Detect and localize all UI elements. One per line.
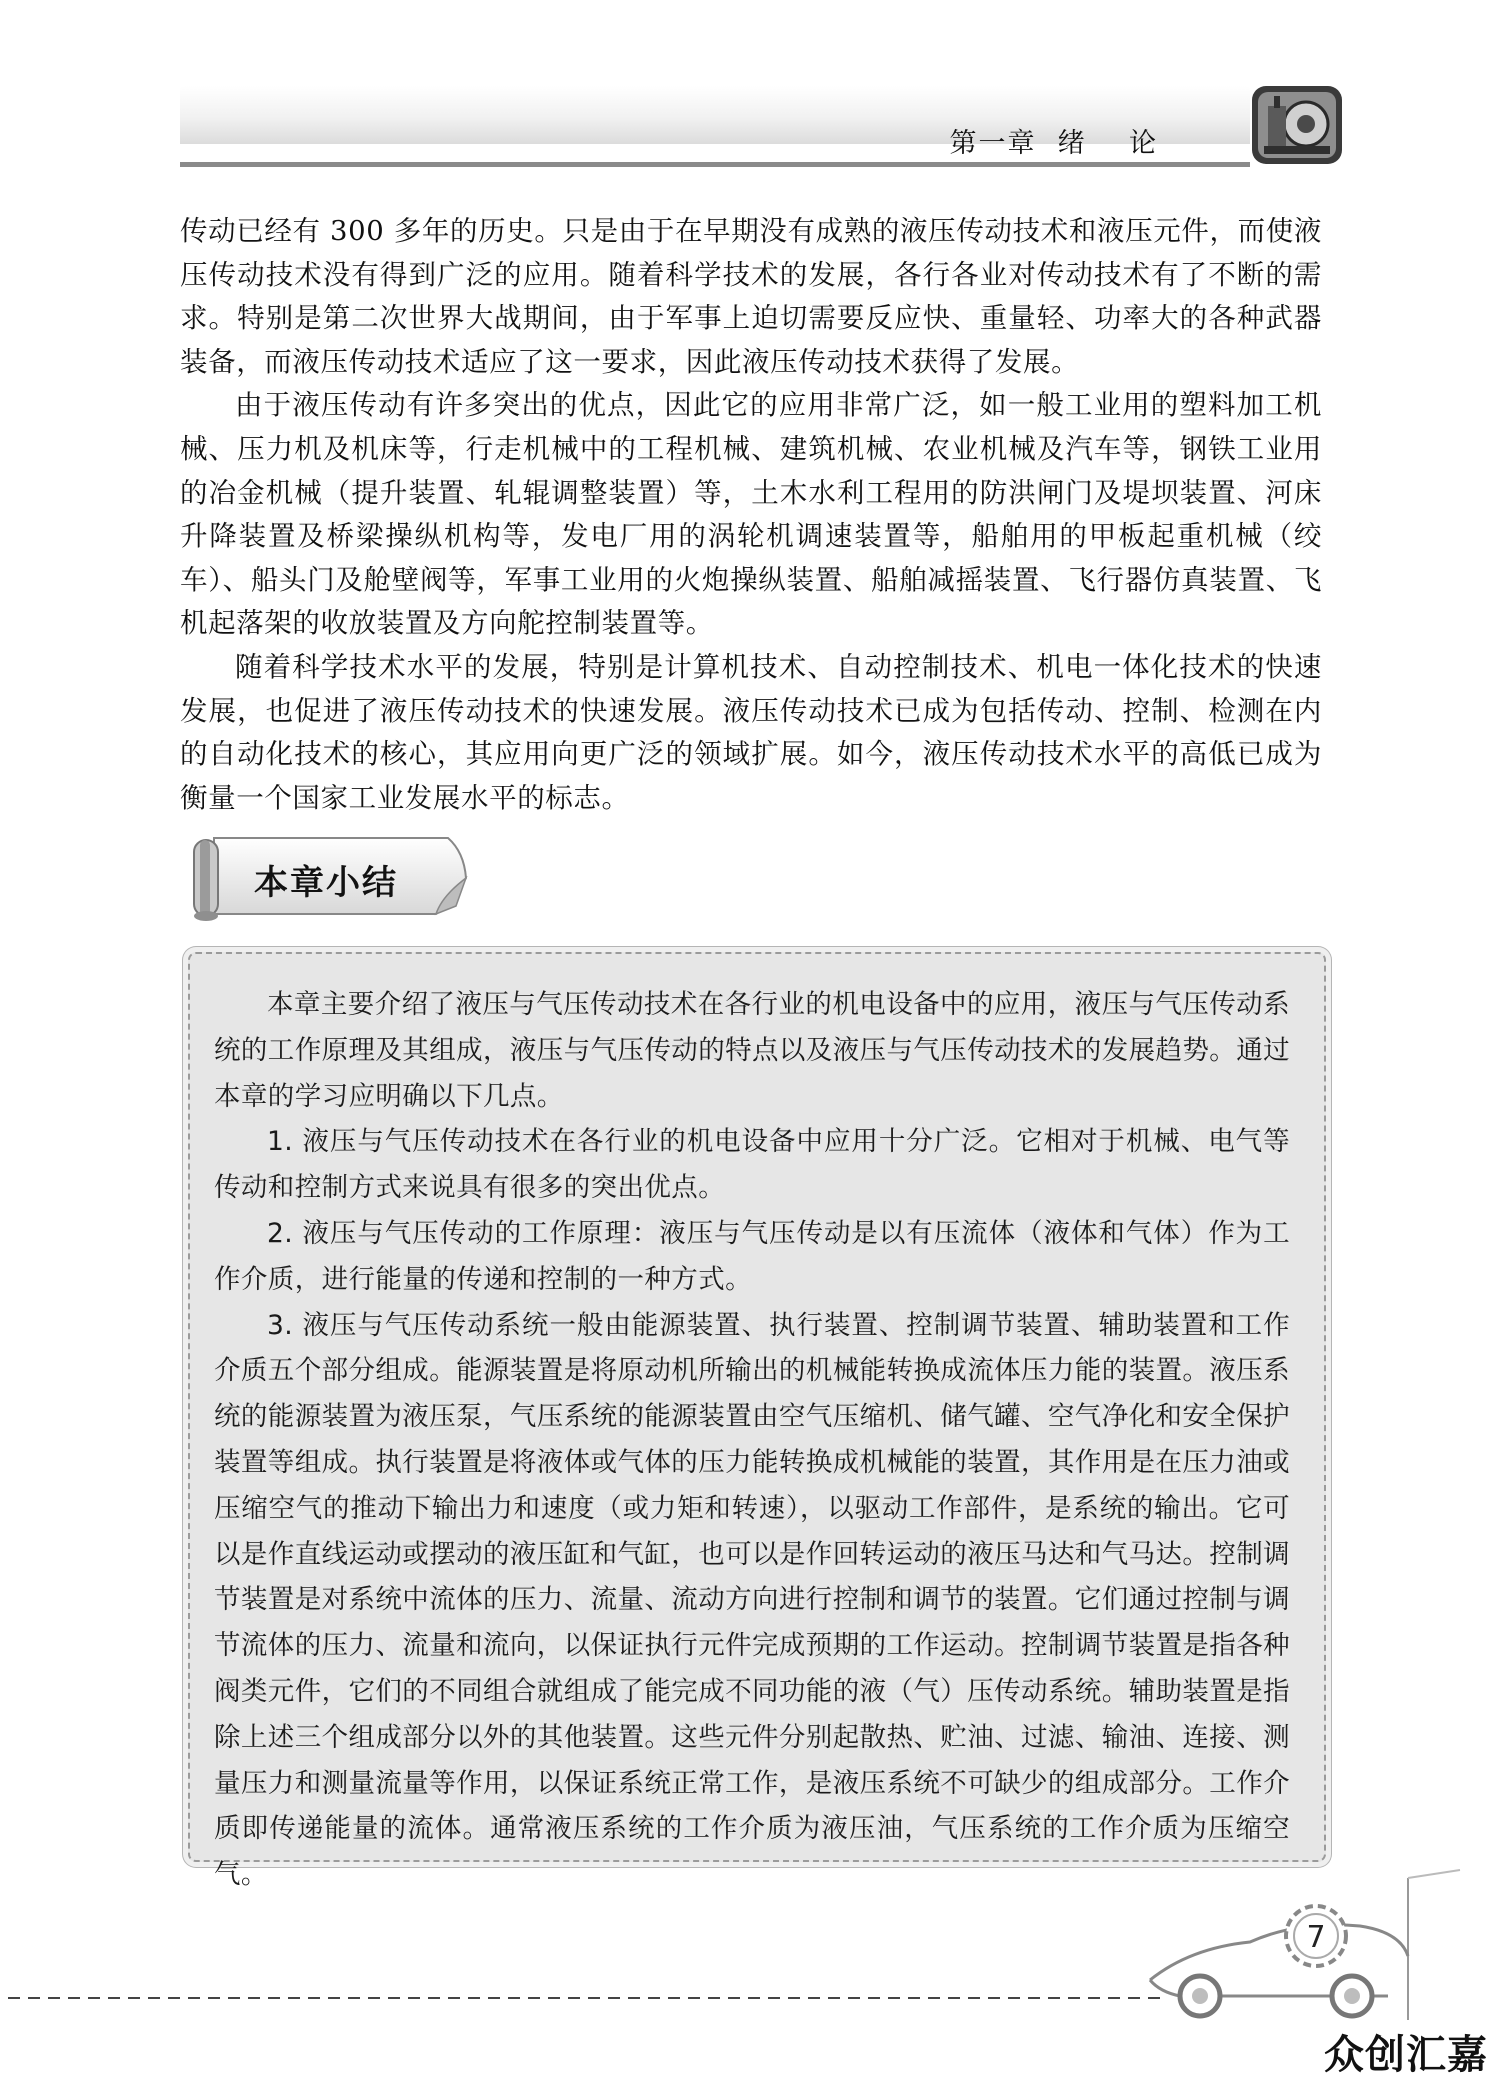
machine-emblem-icon [1248,78,1346,170]
body-paragraph-3: 随着科学技术水平的发展，特别是计算机技术、自动控制技术、机电一体化技术的快速发展，也促进了液压传动技术的快速发展。液压传动技术已成为包括传动、控制、检测在内的自动化技术的核心，其应用向更广泛的领域扩展。如今，液压传动技术水平的高低已成为衡量一个国家工业发展水平的标志。 [180,650,1322,814]
footer-car-decoration-icon [0,1860,1504,2094]
watermark-logo: 众创汇嘉 [1324,2032,1488,2078]
running-header [180,78,1330,170]
summary-heading: 本章小结 [254,863,398,903]
main-text [180,210,1322,820]
body-paragraph-1: 传动已经有 300 多年的历史。只是由于在早期没有成熟的液压传动技术和液压元件，而使液压传动技术没有得到广泛的应用。随着科学技术的发展，各行各业对传动技术有了不断的需求。特别是第二次世界大战期间，由于军事上迫切需要反应快、重量轻、功率大的各种武器装备，而液压传动技术适应了这一要求，因此液压传动技术获得了发展。 [180,215,1322,378]
header-rule [180,162,1250,167]
body-paragraph-2: 由于液压传动有许多突出的优点，因此它的应用非常广泛，如一般工业用的塑料加工机械、压力机及机床等，行走机械中的工程机械、建筑机械、农业机械及汽车等，钢铁工业用的冶金机械（提升装置、轧辊调整装置）等，土木水利工程用的防洪闸门及堤坝装置、河床升降装置及桥梁操纵机构等，发电厂用的涡轮机调速装置等，船舶用的甲板起重机械（绞车）、船头门及舱壁阀等，军事工业用的火炮操纵装置、船舶减摇装置、飞行器仿真装置、飞机起落架的收放装置及方向舵控制装置等。 [180,389,1322,640]
summary-point-1: 1. 液压与气压传动技术在各行业的机电设备中应用十分广泛。它相对于机械、电气等传动和控制方式来说具有很多的突出优点。 [214,1126,1290,1204]
summary-paragraph-intro: 本章主要介绍了液压与气压传动技术在各行业的机电设备中的应用，液压与气压传动系统的工作原理及其组成，液压与气压传动的特点以及液压与气压传动技术的发展趋势。通过本章的学习应明确以下几点。 [214,989,1290,1112]
summary-box [188,952,1326,1891]
page-number: 7 [1306,1920,1326,1955]
summary-point-3: 3. 液压与气压传动系统一般由能源装置、执行装置、控制调节装置、辅助装置和工作介质五个部分组成。能源装置是将原动机所输出的机械能转换成流体压力能的装置。液压系统的能源装置为液压泵，气压系统的能源装置由空气压缩机、储气罐、空气净化和安全保护装置等组成。执行装置是将液体或气体的压力能转换成机械能的装置，其作用是在压力油或压缩空气的推动下输出力和速度（或力矩和转速），以驱动工作部件，是系统的输出。它可以是作直线运动或摆动的液压缸和气缸，也可以是作回转运动的液压马达和气马达。控制调节装置是对系统中流体的压力、流量、流动方向进行控制和调节的装置。它们通过控制与调节流体的压力、流量和流向，以保证执行元件完成预期的工作运动。控制调节装置是指各种阀类元件，它们的不同组合就组成了能完成不同功能的液（气）压传动系统。辅助装置是指除上述三个组成部分以外的其他装置。这些元件分别起散热、贮油、过滤、输油、连接、测量压力和测量流量等作用，以保证系统正常工作，是液压系统不可缺少的组成部分。工作介质即传递能量的流体。通常液压系统的工作介质为液压油，气压系统的工作介质为压缩空气。 [214,1309,1290,1891]
summary-banner [180,830,480,922]
chapter-title: 第一章 绪 论 [949,128,1158,159]
summary-point-2: 2. 液压与气压传动的工作原理：液压与气压传动是以有压流体（液体和气体）作为工作介质，进行能量的传递和控制的一种方式。 [214,1217,1290,1295]
